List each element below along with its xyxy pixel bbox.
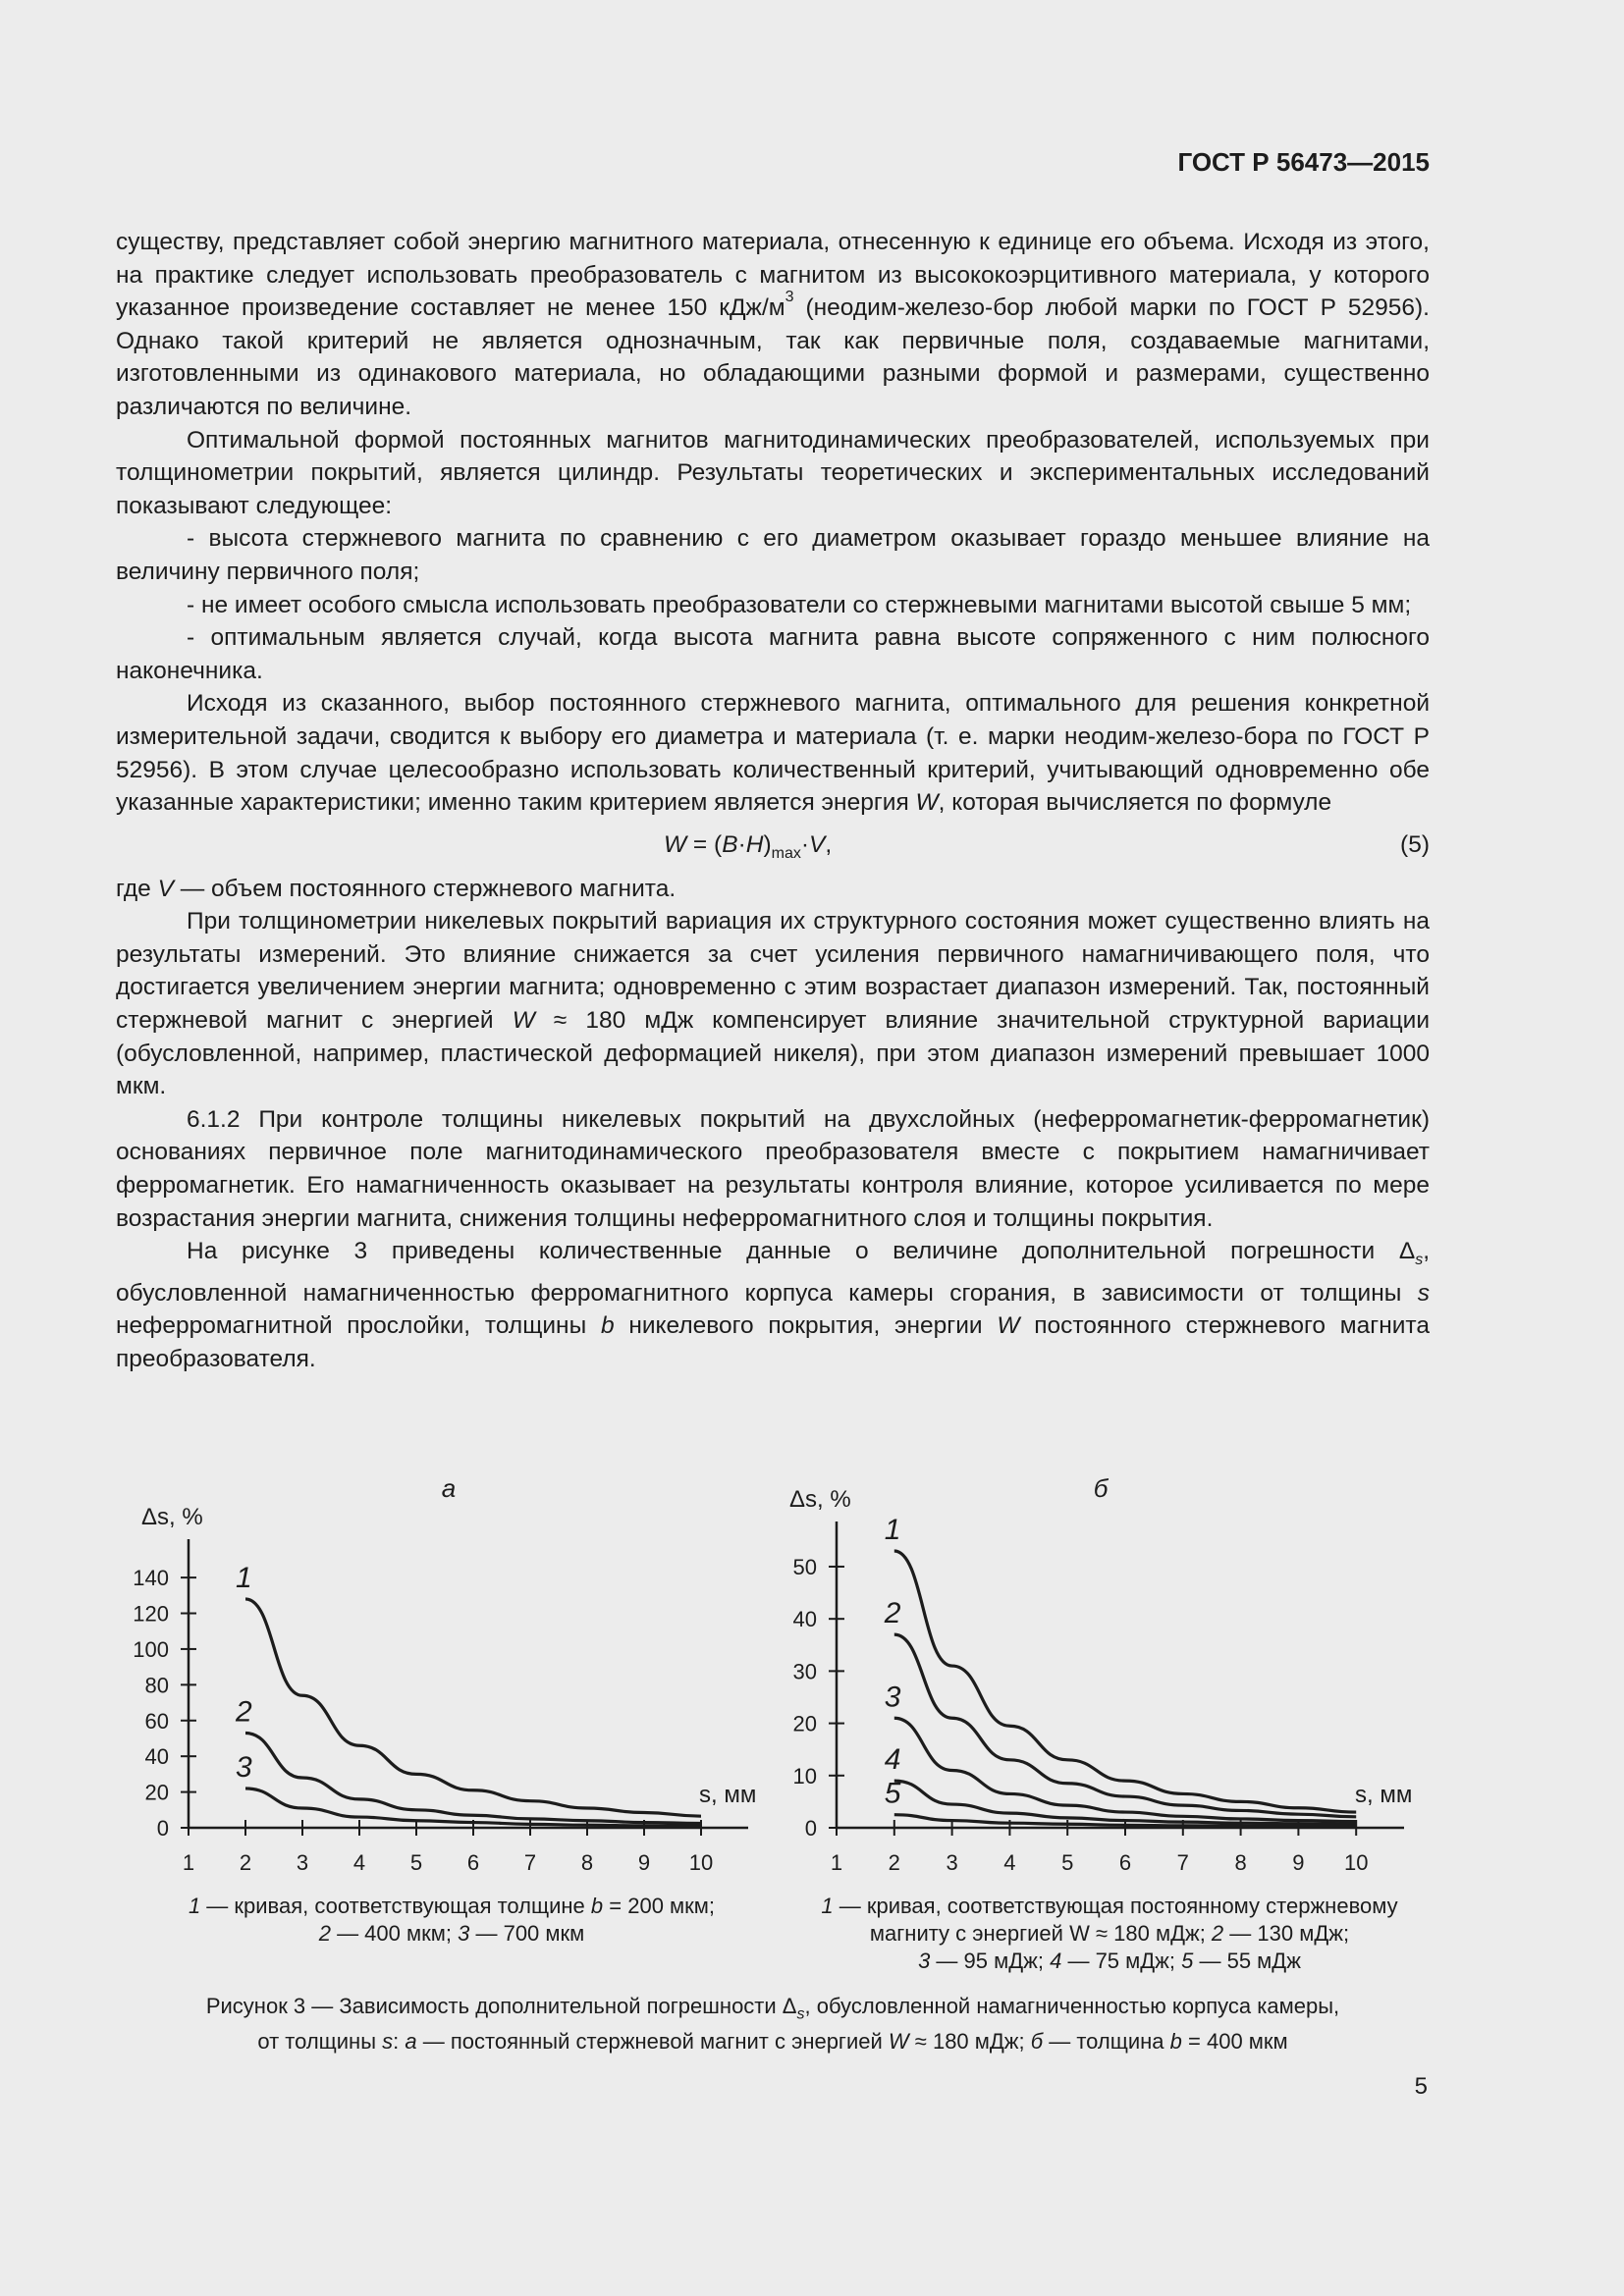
p10-text-e: постоянного стержневого магнита преобразователя. [116, 1312, 1430, 1372]
chart-a-x-tick-label: 3 [296, 1850, 309, 1875]
chart-b-x-tick-label: 6 [1118, 1850, 1132, 1875]
legend-a-text-1: — кривая, соответствующая толщине [200, 1894, 591, 1918]
chart-a-series-label-2: 2 [236, 1695, 252, 1729]
chart-a-x-tick-label: 8 [580, 1850, 594, 1875]
p10-text: На рисунке 3 приведены количественные данные о величине дополнительной погрешности Δ [187, 1238, 1416, 1265]
chart-a-x-tick-label: 6 [466, 1850, 480, 1875]
paragraph-2: Оптимальной формой постоянных магнитов магнитодинамических преобразователей, используемых при толщинометрии покрытий, является цилиндр. Результаты теоретических и экспериментальных исследований показывают следующее: [116, 426, 1430, 519]
caption-text-g: ≈ 180 мДж; [908, 2029, 1031, 2055]
legend-b-text-2: магниту с энергией W ≈ 180 мДж; [869, 1921, 1212, 1946]
legend-a-num-2: 2 [318, 1921, 331, 1946]
chart-a-series-1 [245, 1599, 701, 1816]
chart-b-y-tick-label: 30 [792, 1659, 817, 1684]
legend-b-text-1: — кривая, соответствующая постоянному стержневому [833, 1894, 1398, 1918]
chart-b-y-tick-label: 0 [804, 1816, 817, 1841]
figure-caption-line-1 [116, 1993, 1430, 2028]
caption-label-a: а [405, 2029, 417, 2055]
chart-b-series-label-3: 3 [884, 1681, 901, 1714]
p6-text-cont: , которая вычисляется по формуле [938, 789, 1332, 817]
chart-b-series-label-5: 5 [884, 1777, 901, 1810]
chart-b-legend-line-3 [766, 1948, 1453, 1975]
chart-a-x-tick-label: 5 [409, 1850, 423, 1875]
legend-b-num-4: 4 [1050, 1949, 1062, 1973]
paragraph-1 [116, 226, 1430, 424]
caption-text-c: от толщины [257, 2029, 383, 2055]
caption-text-b: , обусловленной намагниченностью корпуса камеры, [804, 1994, 1340, 2018]
paragraph-9: 6.1.2 При контроле толщины никелевых покрытий на двухслойных (неферромагнетик-ферромагнетик) основаниях первичное поле магнитодинамического преобразователя вместе с покрытием намагничивает ферромагнетик. Его намагниченность оказывает на результаты контроля влияние, которое усиливается по мере возрастания энергии магнита, снижения толщины неферромагнитного слоя и толщины покрытия. [116, 1105, 1430, 1232]
p8-var-w: W [512, 1007, 535, 1035]
paragraph-4: - не имеет особого смысла использовать преобразователи со стержневыми магнитами высотой свыше 5 мм; [187, 591, 1412, 618]
chart-b-x-tick-label: 9 [1292, 1850, 1305, 1875]
legend-a-var-b: b [590, 1894, 604, 1918]
legend-b-text-4: — 75 мДж; [1061, 1949, 1182, 1973]
caption-label-b: б [1030, 2029, 1044, 2055]
chart-a-y-tick-label: 0 [156, 1816, 169, 1841]
caption-text-f: — постоянный стержневой магнит с энергией [416, 2029, 889, 2055]
caption-var-b: b [1169, 2029, 1182, 2055]
chart-a-y-tick-label: 60 [144, 1708, 169, 1734]
p10-sub-s: s [1415, 1252, 1424, 1269]
chart-b-legend-line-1 [766, 1893, 1453, 1920]
chart-a-y-label: Δs, % [141, 1504, 203, 1530]
legend-a-num-1: 1 [188, 1894, 201, 1918]
legend-b-num-2: 2 [1211, 1921, 1224, 1946]
chart-b-series-2 [894, 1634, 1356, 1817]
p7-text: где [116, 875, 158, 902]
p7-var-v: V [157, 875, 174, 902]
chart-b-y-label: Δs, % [789, 1486, 851, 1513]
chart-a-x-tick-label: 4 [352, 1850, 366, 1875]
formula-v: V [809, 830, 826, 858]
formula-eq: = ( [686, 830, 723, 858]
legend-b-text-5: — 55 мДж [1193, 1949, 1301, 1973]
chart-b-y-tick-label: 20 [792, 1711, 817, 1736]
p6-text: Исходя из сказанного, выбор постоянного стержневого магнита, оптимального для решения конкретной измерительной задачи, сводится к выбору его диаметра и материала (т. е. марки неодим-железо-бора по ГОСТ Р 52956). В этом случае целесообразно использовать количественный критерий, учитывающий одновременно обе указанные характеристики; именно таким критерием является энергия [116, 690, 1430, 817]
caption-var-s: s [382, 2029, 394, 2055]
legend-a-text-2: — 400 мкм; [330, 1921, 459, 1946]
caption-text-a: Рисунок 3 — Зависимость дополнительной погрешности Δ [205, 1994, 797, 2018]
p8-text-cont: ≈ 180 мДж компенсирует влияние значительной структурной вариации (обусловленной, например, пластической деформацией никеля), при этом диапазон измерений превышает 1000 мкм. [116, 1007, 1430, 1100]
p10-text-d: никелевого покрытия, энергии [614, 1312, 998, 1340]
figure-caption [116, 1993, 1430, 2056]
figure-caption-line-2 [116, 2028, 1430, 2056]
chart-a-series-label-3: 3 [236, 1750, 252, 1784]
chart-a-x-label: s, мм [699, 1782, 757, 1808]
legend-b-num-5: 5 [1181, 1949, 1194, 1973]
legend-b-num-3: 3 [918, 1949, 931, 1973]
caption-text-i: — толщина [1043, 2029, 1170, 2055]
paragraph-6 [116, 687, 1430, 819]
formula-close: ) [763, 830, 772, 858]
legend-b-num-1: 1 [821, 1894, 834, 1918]
formula-dot-1: · [737, 830, 746, 858]
p10-var-b: b [600, 1312, 615, 1340]
caption-text-j: = 400 мкм [1181, 2029, 1288, 2055]
figure-3 [0, 1463, 1624, 2055]
formula-5 [116, 824, 1430, 867]
chart-b-x-tick-label: 5 [1061, 1850, 1074, 1875]
chart-b-x-tick-label: 10 [1343, 1850, 1369, 1875]
chart-a-y-tick-label: 140 [133, 1566, 169, 1591]
chart-a-y-tick-label: 40 [144, 1744, 169, 1770]
formula-sub-max: max [771, 844, 801, 862]
chart-b-y-tick-label: 50 [792, 1554, 817, 1579]
caption-var-w: W [888, 2029, 909, 2055]
chart-b-x-tick-label: 1 [830, 1850, 843, 1875]
p8-text: При толщинометрии никелевых покрытий вариация их структурного состояния может существенно влиять на результаты измерений. Это влияние снижается за счет усиления первичного намагничивающего поля, что достигается увеличением энергии магнита; одновременно с этим возрастает диапазон измерений. Так, постоянный стержневой магнит с энергией [116, 908, 1430, 1035]
chart-b-series-label-4: 4 [884, 1743, 901, 1777]
formula-expression [664, 824, 832, 876]
chart-b-legend [766, 1893, 1453, 1975]
p6-var-w: W [915, 789, 939, 817]
chart-b-series-label-2: 2 [884, 1597, 901, 1630]
chart-a-y-tick-label: 120 [133, 1601, 169, 1627]
legend-b-text-3: — 95 мДж; [930, 1949, 1051, 1973]
p1-text: существу, представляет собой энергию магнитного материала, отнесенную к единице его объема. Исходя из этого, на практике следует использовать преобразователь с магнитом из высококоэрцитивного материала, у которого указанное произведение составляет не менее 150 кДж/м [116, 229, 1430, 322]
legend-b-text-2b: — 130 мДж; [1223, 1921, 1350, 1946]
body-text [116, 226, 1430, 1375]
chart-b-panel-label: б [1093, 1473, 1109, 1503]
chart-b-y-tick-label: 40 [792, 1607, 817, 1632]
paragraph-5: - оптимальным является случай, когда высота магнита равна высоте сопряженного с ним полюсного наконечника. [116, 624, 1430, 684]
caption-text-d: : [393, 2029, 406, 2055]
chart-a-x-tick-label: 7 [523, 1850, 537, 1875]
chart-b-x-label: s, мм [1355, 1782, 1413, 1808]
chart-b-series-4 [894, 1781, 1356, 1824]
chart-b-x-tick-label: 2 [888, 1850, 900, 1875]
p10-text-b: , обусловленной намагниченностью ферромагнитного корпуса камеры сгорания, в зависимости от толщины [116, 1238, 1430, 1307]
chart-a-x-tick-label: 10 [688, 1850, 714, 1875]
chart-b-x-tick-label: 3 [946, 1850, 958, 1875]
chart-a-legend-line-1 [137, 1893, 766, 1920]
formula-h: H [745, 830, 764, 858]
formula-number: (5) [1400, 830, 1430, 858]
chart-a-legend-line-2 [137, 1920, 766, 1948]
p1-text-cont: (неодим-железо-бор любой марки по ГОСТ Р 52956). Однако такой критерий не является однозначным, так как первичные поля, создаваемые магнитами, изготовленными из одинакового материала, но обладающими разными формой и размерами, существенно различаются по величине. [116, 294, 1430, 420]
chart-b-x-tick-label: 7 [1176, 1850, 1189, 1875]
chart-a-panel-label: а [441, 1473, 457, 1503]
p10-text-c: неферромагнитной прослойки, толщины [116, 1312, 601, 1340]
legend-a-num-3: 3 [458, 1921, 470, 1946]
chart-b-legend-line-2 [766, 1920, 1453, 1948]
p7-text-cont: — объем постоянного стержневого магнита. [173, 875, 677, 902]
paragraph-7 [116, 873, 1430, 906]
p10-var-s: s [1417, 1279, 1430, 1307]
chart-a-x-tick-label: 1 [182, 1850, 195, 1875]
chart-b-y-tick-label: 10 [792, 1763, 817, 1789]
p10-var-w: W [997, 1312, 1020, 1340]
chart-a-x-tick-label: 2 [239, 1850, 252, 1875]
formula-dot-2: · [800, 830, 810, 858]
chart-a-x-tick-label: 9 [637, 1850, 651, 1875]
p1-sup: 3 [785, 289, 794, 306]
chart-a-legend [137, 1893, 766, 1948]
page-number: 5 [1414, 2073, 1428, 2100]
chart-b-x-tick-label: 8 [1234, 1850, 1247, 1875]
chart-a-y-tick-label: 100 [133, 1636, 169, 1662]
chart-a-series-label-1: 1 [236, 1561, 252, 1594]
paragraph-8 [116, 905, 1430, 1103]
formula-b: B [722, 830, 738, 858]
chart-a-y-tick-label: 80 [144, 1673, 169, 1698]
paragraph-3: - высота стержневого магнита по сравнению с его диаметром оказывает гораздо меньшее влияние на величину первичного поля; [116, 525, 1430, 585]
document-id: ГОСТ Р 56473—2015 [1177, 147, 1430, 177]
formula-comma: , [825, 830, 833, 858]
chart-b-x-tick-label: 4 [1003, 1850, 1016, 1875]
chart-a-y-tick-label: 20 [144, 1780, 169, 1805]
legend-a-text-1b: = 200 мкм; [603, 1894, 716, 1918]
legend-a-text-3: — 700 мкм [469, 1921, 585, 1946]
paragraph-10 [116, 1235, 1430, 1375]
formula-w: W [664, 830, 687, 858]
chart-b-series-label-1: 1 [884, 1514, 901, 1546]
caption-sub-s: s [796, 2005, 805, 2023]
